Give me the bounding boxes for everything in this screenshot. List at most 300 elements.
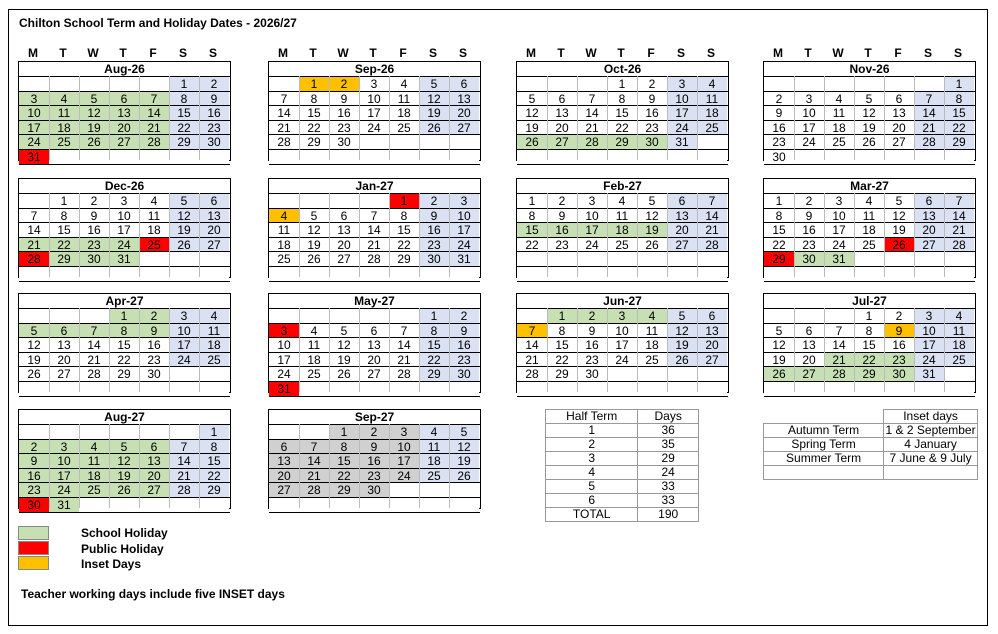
day-cell: 29 <box>764 252 794 266</box>
day-cell: 22 <box>547 353 577 367</box>
day-cell: 25 <box>299 367 329 381</box>
day-cell <box>547 150 577 164</box>
day-cell: 15 <box>169 106 199 120</box>
day-cell <box>139 498 169 512</box>
day-cell: 18 <box>299 353 329 367</box>
grid-column-line <box>329 424 330 508</box>
day-cell: 18 <box>944 338 974 352</box>
day-cell: 29 <box>199 483 229 497</box>
day-cell: 9 <box>794 209 824 223</box>
day-cell: 10 <box>269 338 299 352</box>
day-cell: 6 <box>794 324 824 338</box>
day-cell: 3 <box>449 194 479 208</box>
day-header: S <box>428 46 437 60</box>
day-cell <box>419 498 449 512</box>
day-cell: 14 <box>389 338 419 352</box>
day-cell: 10 <box>169 324 199 338</box>
day-cell <box>697 382 727 396</box>
day-cell <box>667 367 697 381</box>
grid-column-line <box>419 76 420 160</box>
day-cell <box>19 309 49 323</box>
day-cell <box>199 150 229 164</box>
day-cell: 20 <box>914 223 944 237</box>
day-cell: 9 <box>19 454 49 468</box>
day-cell: 3 <box>824 194 854 208</box>
day-cell: 9 <box>637 92 667 106</box>
day-cell: 25 <box>697 121 727 135</box>
grid-column-line <box>359 308 360 392</box>
day-cell: 22 <box>109 353 139 367</box>
day-cell: 3 <box>19 92 49 106</box>
day-cell <box>667 252 697 266</box>
day-cell: 17 <box>49 469 79 483</box>
day-cell: 2 <box>139 309 169 323</box>
day-cell: 12 <box>764 338 794 352</box>
day-cell: 31 <box>19 150 49 164</box>
day-cell <box>854 382 884 396</box>
day-cell: 24 <box>914 353 944 367</box>
day-cell: 28 <box>139 135 169 149</box>
month-title: Jan-27 <box>355 179 394 193</box>
inset-date: 4 January <box>884 438 978 452</box>
grid-column-line <box>79 308 80 392</box>
day-cell: 12 <box>19 338 49 352</box>
day-header: T <box>617 46 625 60</box>
month-title: Nov-26 <box>849 62 890 76</box>
day-cell <box>139 252 169 266</box>
day-cell <box>359 309 389 323</box>
day-cell: 11 <box>824 106 854 120</box>
day-cell: 31 <box>269 382 299 396</box>
day-cell <box>449 382 479 396</box>
day-cell: 16 <box>577 338 607 352</box>
grid-column-line <box>824 308 825 392</box>
day-cell <box>914 382 944 396</box>
month-title: Apr-27 <box>105 294 144 308</box>
day-cell <box>269 150 299 164</box>
day-cell <box>764 77 794 91</box>
day-cell: 2 <box>329 77 359 91</box>
grid-column-line <box>199 193 200 277</box>
grid-column-line <box>139 193 140 277</box>
day-cell: 11 <box>139 209 169 223</box>
day-cell <box>637 150 667 164</box>
day-cell <box>884 382 914 396</box>
grid-column-line <box>884 193 885 277</box>
grid-line <box>19 512 230 513</box>
day-cell <box>389 150 419 164</box>
day-cell: 1 <box>389 194 419 208</box>
half-term-cell: 2 <box>546 438 638 452</box>
day-cell: 21 <box>944 223 974 237</box>
day-cell: 23 <box>419 238 449 252</box>
grid-column-line <box>449 424 450 508</box>
day-header: W <box>87 46 99 60</box>
day-cell <box>49 425 79 439</box>
day-cell: 6 <box>109 92 139 106</box>
day-cell <box>79 150 109 164</box>
day-cell: 28 <box>299 483 329 497</box>
day-cell: 20 <box>794 353 824 367</box>
day-cell <box>824 382 854 396</box>
day-cell: 27 <box>884 135 914 149</box>
day-cell: 1 <box>764 194 794 208</box>
total-cell: TOTAL <box>546 508 638 522</box>
day-cell: 17 <box>577 223 607 237</box>
day-cell: 14 <box>19 223 49 237</box>
day-cell: 24 <box>359 121 389 135</box>
day-cell: 16 <box>449 338 479 352</box>
day-cell <box>329 150 359 164</box>
day-cell: 27 <box>109 135 139 149</box>
day-cell: 15 <box>299 106 329 120</box>
grid-column-line <box>884 76 885 160</box>
day-cell: 28 <box>269 135 299 149</box>
day-cell <box>667 267 697 281</box>
day-cell: 6 <box>359 324 389 338</box>
day-cell: 7 <box>577 92 607 106</box>
half-term-cell: 33 <box>638 480 699 494</box>
day-cell <box>169 267 199 281</box>
day-cell: 25 <box>49 135 79 149</box>
day-cell <box>329 498 359 512</box>
grid-column-line <box>547 308 548 392</box>
day-cell <box>169 382 199 396</box>
day-cell: 24 <box>607 353 637 367</box>
day-cell <box>577 252 607 266</box>
day-cell: 28 <box>389 367 419 381</box>
day-cell: 3 <box>359 77 389 91</box>
day-cell: 20 <box>884 121 914 135</box>
day-header: M <box>278 46 288 60</box>
month-calendar <box>763 61 976 164</box>
day-cell <box>79 425 109 439</box>
day-cell <box>824 267 854 281</box>
day-cell: 29 <box>944 135 974 149</box>
day-cell: 24 <box>389 469 419 483</box>
day-cell <box>824 150 854 164</box>
day-cell: 1 <box>419 309 449 323</box>
day-cell: 26 <box>109 483 139 497</box>
grid-column-line <box>794 308 795 392</box>
day-cell: 10 <box>607 324 637 338</box>
half-term-cell: 29 <box>638 452 699 466</box>
day-cell: 19 <box>419 106 449 120</box>
day-cell: 5 <box>169 194 199 208</box>
day-cell: 1 <box>854 309 884 323</box>
grid-column-line <box>854 308 855 392</box>
day-cell: 3 <box>109 194 139 208</box>
day-cell: 15 <box>419 338 449 352</box>
day-header: T <box>804 46 812 60</box>
day-cell: 28 <box>359 252 389 266</box>
grid-column-line <box>577 193 578 277</box>
grid-column-line <box>389 193 390 277</box>
day-cell: 13 <box>109 106 139 120</box>
day-cell: 29 <box>547 367 577 381</box>
day-cell: 21 <box>697 223 727 237</box>
day-cell: 21 <box>577 121 607 135</box>
day-cell: 15 <box>547 338 577 352</box>
day-cell <box>49 150 79 164</box>
day-cell: 24 <box>577 238 607 252</box>
day-cell <box>49 77 79 91</box>
day-cell: 8 <box>199 440 229 454</box>
day-cell: 22 <box>299 121 329 135</box>
day-cell <box>517 309 547 323</box>
day-cell: 19 <box>449 454 479 468</box>
day-cell: 8 <box>169 92 199 106</box>
day-cell <box>517 77 547 91</box>
day-cell: 19 <box>517 121 547 135</box>
grid-column-line <box>49 76 50 160</box>
day-cell: 29 <box>389 252 419 266</box>
day-cell: 18 <box>824 121 854 135</box>
day-header: S <box>923 46 932 60</box>
day-cell: 23 <box>547 238 577 252</box>
day-cell: 11 <box>389 92 419 106</box>
day-cell <box>359 267 389 281</box>
day-header: F <box>894 46 902 60</box>
day-cell <box>329 194 359 208</box>
day-cell: 29 <box>419 367 449 381</box>
day-cell: 15 <box>607 106 637 120</box>
day-cell: 2 <box>419 194 449 208</box>
day-cell: 10 <box>389 440 419 454</box>
grid-column-line <box>944 193 945 277</box>
day-cell: 12 <box>854 106 884 120</box>
day-cell <box>449 498 479 512</box>
month-calendar <box>18 293 231 393</box>
day-cell <box>199 252 229 266</box>
day-cell: 4 <box>139 194 169 208</box>
grid-line <box>517 164 728 165</box>
day-cell: 29 <box>854 367 884 381</box>
day-cell <box>389 309 419 323</box>
day-cell: 18 <box>607 223 637 237</box>
day-cell: 17 <box>19 121 49 135</box>
day-cell: 26 <box>637 238 667 252</box>
day-cell: 15 <box>199 454 229 468</box>
day-header: W <box>585 46 597 60</box>
day-cell <box>517 150 547 164</box>
day-cell: 18 <box>79 469 109 483</box>
day-header: T <box>59 46 67 60</box>
month-calendar <box>763 293 976 393</box>
day-cell: 31 <box>109 252 139 266</box>
day-cell: 29 <box>607 135 637 149</box>
grid-column-line <box>299 308 300 392</box>
day-cell: 15 <box>109 338 139 352</box>
day-cell <box>854 252 884 266</box>
day-cell: 26 <box>419 121 449 135</box>
day-cell: 25 <box>419 469 449 483</box>
day-cell: 5 <box>884 194 914 208</box>
day-cell: 14 <box>359 223 389 237</box>
grid-column-line <box>359 76 360 160</box>
day-cell: 31 <box>667 135 697 149</box>
grid-column-line <box>637 308 638 392</box>
day-cell: 5 <box>449 425 479 439</box>
grid-line <box>269 512 480 513</box>
day-cell <box>667 150 697 164</box>
inset-header-spacer <box>764 410 884 424</box>
day-cell: 24 <box>269 367 299 381</box>
day-cell: 8 <box>109 324 139 338</box>
day-cell <box>49 382 79 396</box>
day-cell: 13 <box>359 338 389 352</box>
day-cell: 30 <box>419 252 449 266</box>
day-cell: 25 <box>199 353 229 367</box>
grid-column-line <box>697 193 698 277</box>
day-cell: 22 <box>49 238 79 252</box>
day-cell: 25 <box>269 252 299 266</box>
day-cell: 17 <box>667 106 697 120</box>
day-cell: 17 <box>389 454 419 468</box>
day-cell: 7 <box>389 324 419 338</box>
page-title: Chilton School Term and Holiday Dates - 2026/27 <box>19 16 297 30</box>
day-cell <box>794 77 824 91</box>
day-cell <box>667 382 697 396</box>
grid-column-line <box>299 193 300 277</box>
day-cell: 21 <box>169 469 199 483</box>
day-cell <box>637 267 667 281</box>
day-cell: 13 <box>884 106 914 120</box>
day-cell: 9 <box>139 324 169 338</box>
day-cell: 4 <box>944 309 974 323</box>
day-cell: 4 <box>269 209 299 223</box>
day-cell: 8 <box>389 209 419 223</box>
day-cell: 1 <box>607 77 637 91</box>
day-cell: 8 <box>329 440 359 454</box>
day-cell: 24 <box>824 238 854 252</box>
day-header: F <box>647 46 655 60</box>
day-cell: 19 <box>19 353 49 367</box>
grid-line <box>517 281 728 282</box>
half-term-cell: 35 <box>638 438 699 452</box>
day-cell <box>607 382 637 396</box>
day-cell <box>359 382 389 396</box>
day-cell <box>944 367 974 381</box>
day-cell: 23 <box>637 121 667 135</box>
day-cell: 8 <box>517 209 547 223</box>
month-calendar <box>516 178 729 278</box>
day-cell: 2 <box>19 440 49 454</box>
grid-column-line <box>547 193 548 277</box>
day-cell <box>577 267 607 281</box>
grid-column-line <box>667 193 668 277</box>
day-cell: 12 <box>109 454 139 468</box>
day-cell: 3 <box>607 309 637 323</box>
day-cell: 19 <box>79 121 109 135</box>
day-cell <box>109 425 139 439</box>
day-cell: 27 <box>269 483 299 497</box>
day-cell: 22 <box>854 353 884 367</box>
day-cell: 11 <box>299 338 329 352</box>
day-cell: 21 <box>389 353 419 367</box>
day-cell <box>517 382 547 396</box>
day-cell: 30 <box>794 252 824 266</box>
day-cell: 19 <box>854 121 884 135</box>
grid-column-line <box>637 76 638 160</box>
day-header: S <box>458 46 467 60</box>
grid-line <box>19 396 230 397</box>
month-calendar <box>18 178 231 278</box>
day-cell: 29 <box>299 135 329 149</box>
grid-column-line <box>824 193 825 277</box>
day-cell <box>547 252 577 266</box>
day-cell <box>389 382 419 396</box>
day-cell <box>914 150 944 164</box>
day-cell: 5 <box>854 92 884 106</box>
grid-column-line <box>824 76 825 160</box>
day-cell: 7 <box>299 440 329 454</box>
grid-column-line <box>389 76 390 160</box>
day-cell: 23 <box>884 353 914 367</box>
day-cell <box>884 150 914 164</box>
day-cell: 31 <box>449 252 479 266</box>
day-cell: 26 <box>854 135 884 149</box>
day-cell: 12 <box>449 440 479 454</box>
month-title: Mar-27 <box>850 179 889 193</box>
grid-column-line <box>139 424 140 508</box>
grid-column-line <box>169 424 170 508</box>
day-cell: 2 <box>577 309 607 323</box>
day-cell: 16 <box>419 223 449 237</box>
day-cell: 3 <box>389 425 419 439</box>
day-cell: 22 <box>199 469 229 483</box>
day-cell <box>19 267 49 281</box>
day-cell: 22 <box>517 238 547 252</box>
day-cell <box>637 367 667 381</box>
day-cell: 2 <box>547 194 577 208</box>
grid-column-line <box>697 308 698 392</box>
day-cell <box>914 77 944 91</box>
day-cell: 23 <box>329 121 359 135</box>
day-cell <box>269 194 299 208</box>
day-cell <box>109 150 139 164</box>
day-cell <box>824 77 854 91</box>
day-cell: 27 <box>914 238 944 252</box>
day-cell: 20 <box>329 238 359 252</box>
day-cell: 5 <box>299 209 329 223</box>
day-cell: 16 <box>637 106 667 120</box>
day-cell: 24 <box>667 121 697 135</box>
month-calendar <box>763 178 976 278</box>
grid-column-line <box>419 424 420 508</box>
day-header: M <box>773 46 783 60</box>
day-cell: 6 <box>269 440 299 454</box>
day-cell <box>419 150 449 164</box>
day-cell: 11 <box>269 223 299 237</box>
day-cell: 5 <box>329 324 359 338</box>
day-cell: 18 <box>697 106 727 120</box>
day-cell <box>419 135 449 149</box>
legend-label-inset-days: Inset Days <box>81 557 142 571</box>
day-cell: 18 <box>389 106 419 120</box>
grid-line <box>269 281 480 282</box>
day-cell <box>299 267 329 281</box>
day-cell: 21 <box>299 469 329 483</box>
day-cell <box>697 267 727 281</box>
day-cell <box>944 252 974 266</box>
day-cell: 7 <box>517 324 547 338</box>
grid-column-line <box>169 193 170 277</box>
day-cell: 11 <box>49 106 79 120</box>
day-cell <box>854 77 884 91</box>
day-cell: 21 <box>269 121 299 135</box>
day-cell: 3 <box>794 92 824 106</box>
